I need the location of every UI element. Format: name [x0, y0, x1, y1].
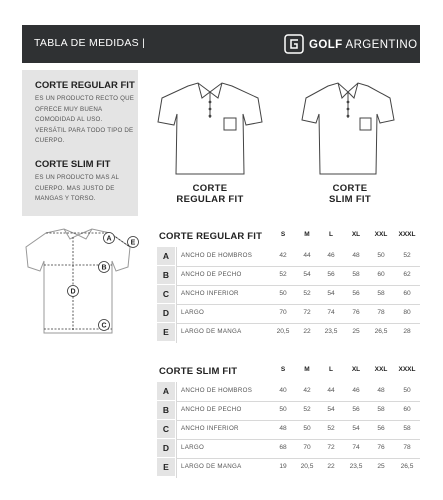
measure-value: 70: [303, 444, 311, 451]
measure-value: 20,5: [276, 328, 290, 335]
slim-fit-caption: [300, 183, 400, 205]
size-header: XXL: [374, 366, 388, 373]
measure-letter: E: [157, 323, 175, 341]
measure-value: 48: [279, 425, 287, 432]
measure-value: 58: [377, 406, 385, 413]
table-row: [157, 266, 420, 286]
regular-fit-description: ES UN PRODUCTO RECTO QUE OFRECE MUY BUENA COMODIDAD AL USO. VERSÁTIL PARA TODO TIPO DE CUERPO.: [35, 95, 135, 144]
measure-letter: D: [157, 304, 175, 322]
size-header: XL: [351, 366, 361, 373]
size-header: L: [329, 231, 333, 238]
slim-fit-caption-line1: CORTE: [332, 183, 368, 194]
size-header: L: [329, 366, 333, 373]
slim-fit-shirt-icon: [292, 78, 404, 178]
slim-fit-heading: CORTE SLIM FIT: [35, 159, 111, 170]
measure-value: 25: [377, 463, 385, 470]
measure-value: 56: [352, 406, 360, 413]
measure-name: LARGO: [181, 444, 205, 451]
measure-value: 58: [352, 271, 360, 278]
measure-value: 70: [279, 309, 287, 316]
brand-name: [309, 39, 417, 51]
diagram-label-b: [99, 262, 110, 273]
measure-value: 52: [327, 425, 335, 432]
regular-fit-caption-line2: REGULAR FIT: [176, 194, 244, 205]
measure-value: 52: [303, 406, 311, 413]
measure-name: ANCHO DE PECHO: [181, 271, 242, 278]
measure-value: 56: [327, 271, 335, 278]
svg-text:D: D: [70, 288, 76, 296]
measure-value: 50: [279, 290, 287, 297]
measure-value: 44: [327, 387, 335, 394]
measure-value: 19: [279, 463, 287, 470]
brand-name-bold: GOLF: [309, 39, 343, 51]
measure-value: 72: [303, 309, 311, 316]
diagram-label-a: [104, 233, 115, 244]
size-header: XXXL: [398, 366, 416, 373]
table-row: [157, 285, 420, 305]
measure-letter: A: [157, 247, 175, 265]
regular-fit-heading: CORTE REGULAR FIT: [35, 80, 135, 91]
measure-value: 42: [303, 387, 311, 394]
measure-value: 22: [303, 328, 311, 335]
table-row: [157, 420, 420, 440]
measure-value: 48: [352, 252, 360, 259]
measure-value: 78: [377, 309, 385, 316]
regular-fit-caption-line1: CORTE: [192, 183, 228, 194]
measure-name: LARGO DE MANGA: [181, 328, 242, 335]
diagram-label-d: [68, 286, 79, 297]
measure-name: ANCHO DE HOMBROS: [181, 387, 253, 394]
measure-value: 78: [403, 444, 411, 451]
measure-value: 76: [377, 444, 385, 451]
measure-name: ANCHO INFERIOR: [181, 425, 239, 432]
golf-argentino-logo-icon: [284, 34, 304, 54]
brand-name-light: ARGENTINO: [342, 39, 418, 51]
measure-letter: B: [157, 266, 175, 284]
table-row: [157, 439, 420, 459]
measure-letter: C: [157, 285, 175, 303]
measure-letter: B: [157, 401, 175, 419]
header-bar: [22, 25, 420, 63]
measure-value: 72: [327, 444, 335, 451]
measure-letter: A: [157, 382, 175, 400]
measure-value: 74: [327, 309, 335, 316]
measurement-diagram: [18, 225, 143, 337]
regular-fit-shirt-icon: [150, 78, 270, 178]
measure-name: LARGO: [181, 309, 205, 316]
measure-value: 42: [279, 252, 287, 259]
measure-value: 50: [403, 387, 411, 394]
size-header: S: [280, 366, 286, 373]
measure-name: LARGO DE MANGA: [181, 463, 242, 470]
regular-table-title: CORTE REGULAR FIT: [159, 231, 263, 242]
measure-value: 76: [352, 309, 360, 316]
measure-name: ANCHO DE PECHO: [181, 406, 242, 413]
measure-value: 54: [327, 406, 335, 413]
measure-value: 62: [403, 271, 411, 278]
slim-fit-caption-line2: SLIM FIT: [329, 194, 371, 205]
measure-value: 26,5: [400, 463, 414, 470]
diagram-label-e: [128, 237, 139, 248]
size-header: M: [304, 231, 310, 238]
measure-value: 48: [377, 387, 385, 394]
measure-value: 52: [303, 290, 311, 297]
measure-value: 60: [377, 271, 385, 278]
table-row: [157, 382, 420, 402]
table-row: [157, 247, 420, 267]
table-row: [157, 304, 420, 324]
measure-value: 56: [352, 290, 360, 297]
svg-text:B: B: [101, 264, 107, 272]
svg-text:C: C: [101, 322, 107, 330]
size-header: XL: [351, 231, 361, 238]
measure-letter: C: [157, 420, 175, 438]
brand-logo: [284, 34, 424, 56]
measure-value: 58: [403, 425, 411, 432]
measure-value: 54: [352, 425, 360, 432]
table-row: [157, 458, 420, 478]
table-row: [157, 323, 420, 343]
measure-value: 58: [377, 290, 385, 297]
svg-text:A: A: [106, 235, 112, 243]
measure-name: ANCHO DE HOMBROS: [181, 252, 253, 259]
slim-table-title: CORTE SLIM FIT: [159, 366, 238, 377]
measure-value: 25: [352, 328, 360, 335]
measure-value: 46: [352, 387, 360, 394]
svg-text:E: E: [130, 239, 136, 247]
measure-value: 68: [279, 444, 287, 451]
table-row: [157, 401, 420, 421]
measure-value: 56: [377, 425, 385, 432]
measure-value: 52: [279, 271, 287, 278]
measure-letter: D: [157, 439, 175, 457]
measure-value: 46: [327, 252, 335, 259]
measure-value: 54: [303, 271, 311, 278]
measure-letter: E: [157, 458, 175, 476]
page-title: TABLA DE MEDIDAS |: [34, 37, 146, 49]
measure-value: 80: [403, 309, 411, 316]
size-header: M: [304, 366, 310, 373]
measure-value: 50: [377, 252, 385, 259]
measure-value: 60: [403, 290, 411, 297]
regular-fit-caption: [160, 183, 260, 205]
size-header: S: [280, 231, 286, 238]
measure-value: 26,5: [374, 328, 388, 335]
measure-value: 74: [352, 444, 360, 451]
diagram-label-c: [99, 320, 110, 331]
measure-value: 23,5: [324, 328, 338, 335]
measure-value: 50: [279, 406, 287, 413]
slim-fit-description: ES UN PRODUCTO MAS AL CUERPO. MAS JUSTO DE MANGAS Y TORSO.: [35, 174, 119, 202]
measure-value: 23,5: [349, 463, 363, 470]
measure-value: 22: [327, 463, 335, 470]
measure-value: 28: [403, 328, 411, 335]
measure-value: 40: [279, 387, 287, 394]
measure-value: 52: [403, 252, 411, 259]
measure-value: 20,5: [300, 463, 314, 470]
measure-value: 50: [303, 425, 311, 432]
size-header: XXXL: [398, 231, 416, 238]
fit-info-panel: [22, 70, 138, 216]
measure-name: ANCHO INFERIOR: [181, 290, 239, 297]
measure-value: 44: [303, 252, 311, 259]
size-header: XXL: [374, 231, 388, 238]
measure-value: 54: [327, 290, 335, 297]
measure-value: 60: [403, 406, 411, 413]
